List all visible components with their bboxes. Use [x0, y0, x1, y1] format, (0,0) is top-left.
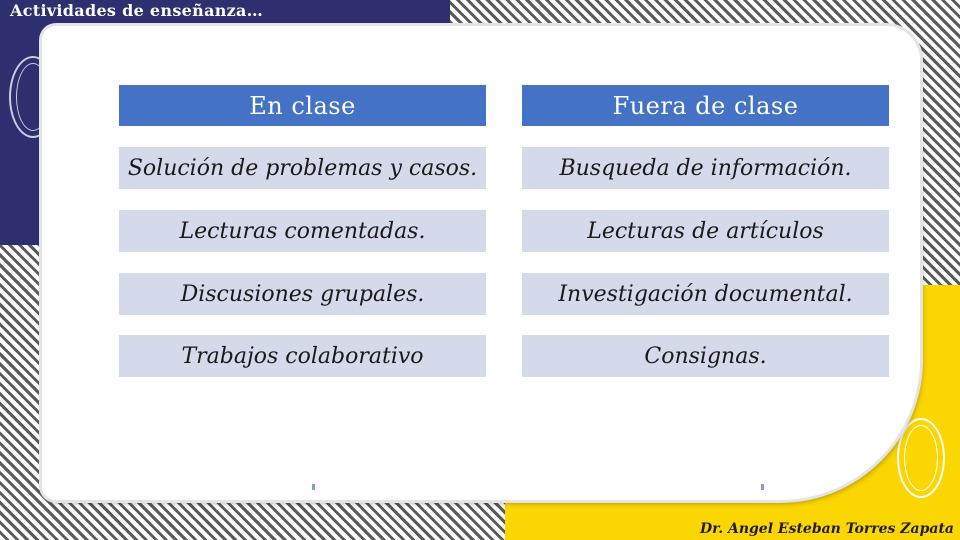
- author-credit: Dr. Angel Esteban Torres Zapata: [699, 521, 954, 537]
- list-item: Lecturas comentadas.: [119, 210, 486, 252]
- decorative-dot: [761, 484, 764, 490]
- university-seal-icon: [897, 418, 945, 498]
- list-item: Trabajos colaborativo: [119, 335, 486, 377]
- column-header-in-class: En clase: [119, 85, 486, 126]
- slide-title: Actividades de enseñanza…: [10, 1, 264, 20]
- column-header-out-of-class: Fuera de clase: [522, 85, 889, 126]
- list-item: Investigación documental.: [522, 273, 889, 315]
- list-item: Lecturas de artículos: [522, 210, 889, 252]
- decorative-dot: [312, 484, 315, 490]
- list-item: Consignas.: [522, 335, 889, 377]
- list-item: Solución de problemas y casos.: [119, 147, 486, 189]
- list-item: Discusiones grupales.: [119, 273, 486, 315]
- list-item: Busqueda de información.: [522, 147, 889, 189]
